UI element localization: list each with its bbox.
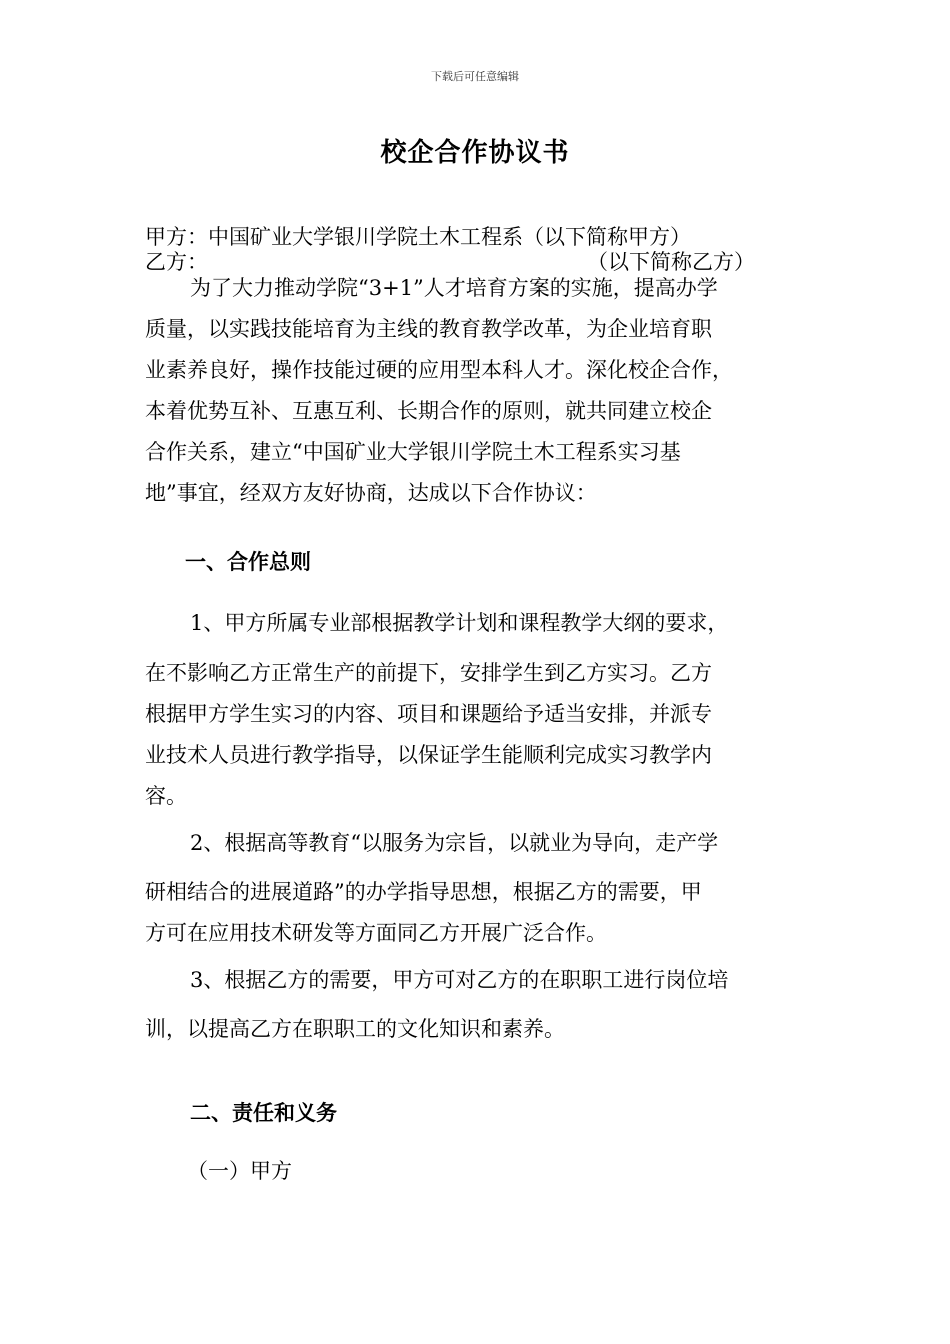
paragraph-line: 方可在应用技术研发等方面同乙方开展广泛合作。 <box>145 921 607 945</box>
paragraph-line: 在不影响乙方正常生产的前提下，安排学生到乙方实习。乙方 <box>145 661 712 685</box>
document-title: 校企合作协议书 <box>380 138 570 168</box>
preamble-line: 地”事宜，经双方友好协商，达成以下合作协议： <box>145 481 597 505</box>
subsection-heading: （一）甲方 <box>187 1159 292 1183</box>
party-b-label: 乙方： <box>145 250 208 274</box>
paragraph-line: 2、根据高等教育“以服务为宗旨，以就业为导向，走产学 <box>190 831 719 855</box>
preamble-line: 合作关系，建立“中国矿业大学银川学院土木工程系实习基 <box>145 440 681 464</box>
preamble-line: 质量，以实践技能培育为主线的教育教学改革，为企业培育职 <box>145 317 712 341</box>
section-heading: 二、责任和义务 <box>190 1101 337 1125</box>
party-b-note: （以下简称乙方） <box>587 250 755 274</box>
paragraph-line: 1、甲方所属专业部根据教学计划和课程教学大纲的要求， <box>190 611 729 635</box>
paragraph-line: 训，以提高乙方在职职工的文化知识和素养。 <box>145 1017 565 1041</box>
preamble-line: 业素养良好，操作技能过硬的应用型本科人才。深化校企合作， <box>145 358 733 382</box>
section-heading: 一、合作总则 <box>185 550 311 574</box>
paragraph-line: 根据甲方学生实习的内容、项目和课题给予适当安排，并派专 <box>145 702 712 726</box>
paragraph-line: 研相结合的进展道路”的办学指导思想，根据乙方的需要，甲 <box>145 880 702 904</box>
paragraph-line: 业技术人员进行教学指导，以保证学生能顺利完成实习教学内 <box>145 743 712 767</box>
party-a-line: 甲方：中国矿业大学银川学院土木工程系（以下简称甲方） <box>145 225 691 249</box>
paragraph-line: 容。 <box>145 784 187 808</box>
preamble-line: 本着优势互补、互惠互利、长期合作的原则，就共同建立校企 <box>145 399 712 423</box>
header-note: 下载后可任意编辑 <box>431 70 519 83</box>
preamble-line: 为了大力推动学院“3+1”人才培育方案的实施，提高办学 <box>190 276 718 300</box>
paragraph-line: 3、根据乙方的需要，甲方可对乙方的在职职工进行岗位培 <box>190 968 729 992</box>
